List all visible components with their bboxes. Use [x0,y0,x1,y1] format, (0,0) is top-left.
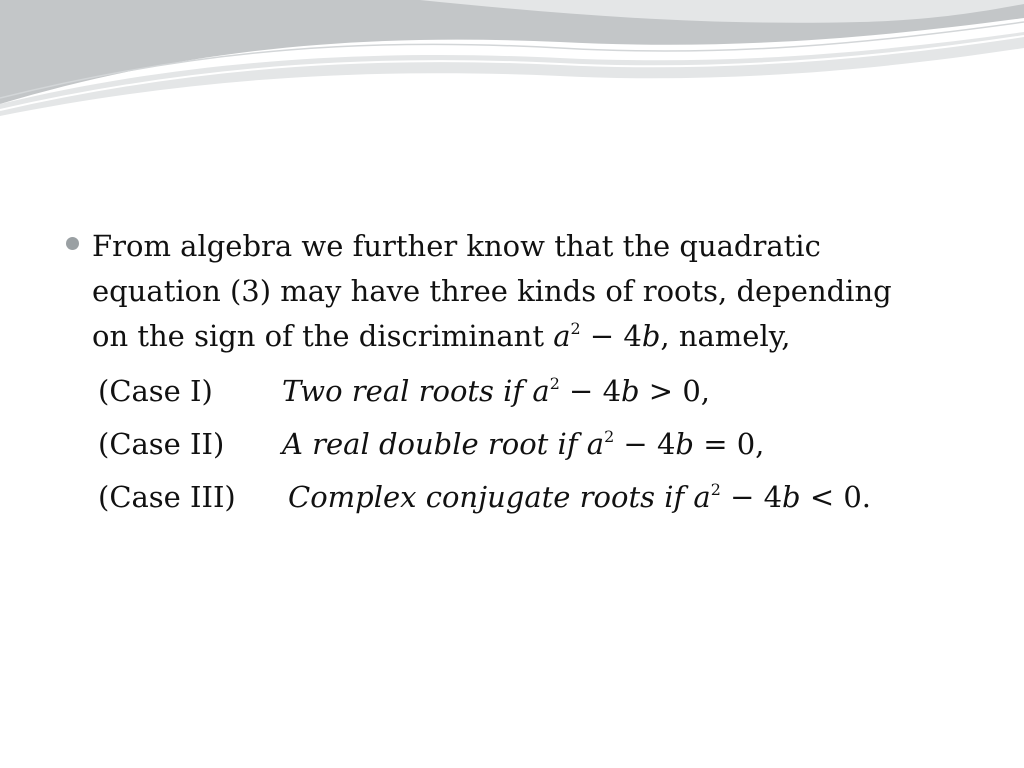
minus-four: − 4 [614,427,676,461]
minus-four: − 4 [559,374,622,408]
variable-b: b [675,427,694,461]
case-relation: < 0. [800,480,872,514]
minus-four: − 4 [580,319,642,353]
bullet-line-3 [92,314,982,359]
bullet-line-2: equation (3) may have three kinds of roots, depending [92,274,892,308]
case-relation: > 0, [639,374,710,408]
exponent: 2 [604,427,615,447]
bullet-line-1: From algebra we further know that the quadratic [92,229,821,263]
case-label: (Case II) [98,427,225,461]
exponent: 2 [549,374,560,394]
bullet-line-3-suffix: , namely, [660,319,791,353]
slide-content [62,224,982,524]
case-list [62,365,982,524]
case-text: Two real roots if [282,374,533,408]
case-row [98,471,982,524]
exponent: 2 [710,480,721,500]
variable-b: b [621,374,640,408]
variable-a: a [586,427,605,461]
variable-a: a [553,319,571,353]
case-relation: = 0, [693,427,765,461]
variable-b: b [641,319,661,353]
case-row [98,418,982,471]
variable-b: b [782,480,801,514]
case-label: (Case III) [98,480,236,514]
minus-four: − 4 [720,480,783,514]
bullet-line-3-prefix: on the sign of the discriminant [92,319,554,353]
case-text: A real double root if [282,427,587,461]
exponent: 2 [570,319,581,339]
bullet-paragraph [62,224,982,359]
bullet-icon [66,237,79,250]
case-row [98,365,982,418]
variable-a: a [693,480,711,514]
case-text: Complex conjugate roots if [288,480,694,514]
variable-a: a [532,374,550,408]
case-label: (Case I) [98,374,213,408]
header-swoosh-decoration [0,0,1024,120]
